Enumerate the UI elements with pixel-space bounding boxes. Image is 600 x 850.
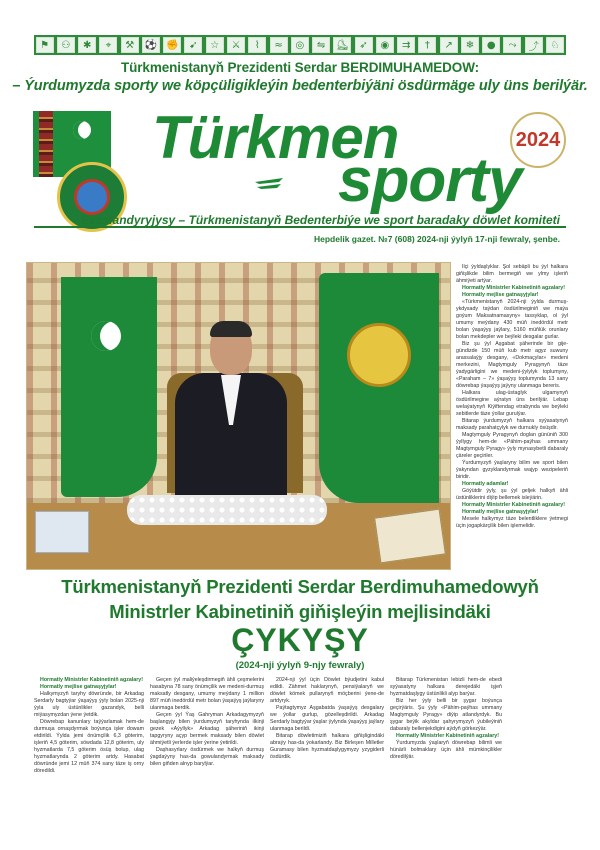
- paragraph: Biz her ýyly belli bir şygar boýunça geçirýäris. Şu ýyly «Pähim-paýhas ummany Magtymguly Pyragy» diýip atlandyrdyk. Bu şygar beýik akyldar şahyrymyzyň ýubileýiniň dabaraly bellenjekdigini aýdyň görkezýär.: [390, 698, 502, 732]
- article-column-3: [270, 677, 384, 842]
- skiing-icon: ❄: [461, 37, 479, 53]
- emblem-seal-icon: [347, 323, 411, 387]
- relay-icon: ⇉: [397, 37, 415, 53]
- article-column-1: [34, 677, 144, 842]
- fencing-icon: †: [418, 37, 436, 53]
- president-quote: – Ýurdumyzda sporty we köpçüligikleýin bedenterbiýäni ösdürmäge uly üns berilýär.: [12, 78, 588, 94]
- hair: [210, 321, 252, 337]
- paragraph: Daşhasyrlary ösdürmek we halkyň durmuş ýagdaýyny has-da gowulandyrmak maksady bilen giňden alnyp barylýar.: [150, 747, 264, 767]
- paragraph: Ilçi ýyldaşlyklar. Şol sebäpli bu ýyl halkara giňişlikde bilim bermegiň we ylmy işleriň ähmiýeti artýar.: [456, 264, 568, 284]
- column-heading: Hormatly Ministrler Kabinetiniň agzalary!: [396, 733, 500, 739]
- long-jump-icon: ⤳: [503, 37, 521, 53]
- column-heading: Hormatly Ministrler Kabinetiniň agzalary!: [462, 285, 566, 291]
- judo-icon: ⚔: [227, 37, 245, 53]
- basketball-icon: ●: [482, 37, 500, 53]
- column-heading: Hormatly mejlise gatnaşyjylar!: [40, 684, 117, 690]
- paragraph: Ýurdumyzyň ýaşlaryny bilim we sport bilen ýakyndan gyzyklandyrmak wajyp wezipeleriň biridir.: [456, 460, 568, 480]
- swoosh-logo-icon: [253, 176, 287, 194]
- paragraph: Halkara ulag-üstaglyk ulgamynyň ösdürilmegine aýratyn üns berilýär. Lebap welaýatynyň Kiýiftendag etrabynda we beýleki sebitlerde täze ýollar gurulýar.: [456, 390, 568, 417]
- paragraph: Mesele halkymyz täze belentliklere ýetmegi üçin jogapkärçilik bilen işlemelidir.: [456, 516, 568, 529]
- emblem-center: [74, 179, 110, 215]
- dateline: (2024-nji ýylyň 9-njy fewraly): [235, 660, 365, 671]
- paragraph: Bitarap Türkmenistan lebizli hem-de ebedi syýasatyny halkara derejedäki işjeň hyzmatdaşlygy üstünlikli alyp barýar.: [390, 677, 502, 697]
- paragraph: «Türkmenistanyň 2024-nji ýylda durmuş-ykdysady taýdan ösdürilmeginiň we maýa goýum Maksatnamasyny» tassyklap, ol ýyl umumy meýdany 430 müň inedördül metr bolan ýaşaýyş jaýlary, 5160 müňlük orunlary bolan mekdepler we beýleki desgalar gurlar.: [456, 299, 568, 340]
- shooting-icon: ⌖: [99, 37, 117, 53]
- paragraph: Halkymyzyň taryhy döwründe, bir Arkadag Serdarly bagtyýar ýaşaýyş ýyly bolan 2025-nji ýyla uly üstünlikler gazandyk, belli miýasymyzdan ýene ýetdik.: [34, 691, 144, 718]
- newspaper-subtitle: sporty: [338, 146, 522, 215]
- column-heading: Hormatly mejlise gatnaşyjylar!: [462, 509, 539, 515]
- anniversary-badge: 2024: [510, 112, 566, 168]
- paragraph: Döwrebap kanunlary taýýarlamak hem-de durmuşa ornaşdyrmak boýunça işler dowam etdirildi. Ýylda jemi önümçilik 6,3 göterim, işleriň 4,5 göterim, söwdada 12,8 göterim, uly hyzmatlarda 7,5 göterim ösüş bolup, ulag hyzmatlarynda 2 göterim artdy. Hasabat döwründe jemi 12 müň 374 sany täze iş orny döredildi.: [34, 719, 144, 774]
- crescent-icon: [91, 321, 121, 351]
- desk-tablet: [374, 509, 446, 564]
- volleyball-icon: ◉: [376, 37, 394, 53]
- carpet-band: [39, 111, 53, 177]
- president-quote-title: Türkmenistanyň Prezidenti Serdar BERDIMUHAMEDOW:: [120, 60, 479, 75]
- skating-icon: ⛸: [333, 37, 351, 53]
- cycling-icon: ⚇: [57, 37, 75, 53]
- state-flag-left: [61, 277, 157, 497]
- wrestling-icon: ✱: [78, 37, 96, 53]
- flower-arrangement: [127, 495, 327, 525]
- paragraph: Biz şu ýyl Aşgabat şäherinde bir gije-gündizde 150 müň kub metr agyz suwuny arassalaýjy desgany, «Dokmaçylar» medeni merkezini, Magtymguly Pyragynyň täze ýadygärligini we medeni-ýylylyk toplumyny, «Paraham – 7» ýaşaýyş toplumynda 13 sany döwrebap ýaşaýyş jaýyny ulanmaga bereris.: [456, 341, 568, 389]
- paragraph: Geçen ýyl Ýaş Gahryman Arkadagymyzyň başlangyjy bilen ýurdumyzyň taryhynda ilkinji gezek «Aýyllyk» Arkadag şäheriniň ikinji tapgyryny açyp bermek maksady bilen döwlet ähmiýetli ýerlerde işler ýerine ýetirildi.: [150, 712, 264, 746]
- headline-main: ÇYKYŞY: [231, 622, 369, 658]
- hurdles-icon: ⌇: [248, 37, 266, 53]
- high-jump-icon: ⤴: [525, 37, 543, 53]
- running-icon: ➹: [184, 37, 202, 53]
- paragraph: Göýütdir ýyly, şu ýyl geljek halkyň ähli üstünliklerini diýip bellemek isleýärin.: [456, 488, 568, 501]
- athletics-icon: ⚑: [36, 37, 54, 53]
- paragraph: Paýtagtymyz Aşgabatda ýaşaýyş desgalary we ýollar gurlup, gözelleşdirildi. Arkadag Serdarly bagtyýar ýaşlar ýylynda ýaşaýyş jaýlary ulanmaga berildi.: [270, 705, 384, 732]
- state-flag-right: [319, 273, 439, 503]
- article-column-right: [456, 264, 568, 842]
- weightlifting-icon: ⚒: [121, 37, 139, 53]
- paragraph: 2024-nji ýyl üçin Döwlet býudjetini kabul edildi. Zähmet haklarynyň, pensiýalaryň we döwlet kömek pullarynyň möçberini ýene-de artdyryk.: [270, 677, 384, 704]
- football-icon: ⚽: [142, 37, 160, 53]
- column-heading: Hormatly Ministrler Kabinetiniň agzalary!: [462, 502, 566, 508]
- archery-icon: ➶: [355, 37, 373, 53]
- tennis-icon: ◎: [291, 37, 309, 53]
- crescent-icon: [73, 121, 91, 139]
- headline-line-1: Türkmenistanyň Prezidenti Serdar Berdimuhamedowyň: [61, 576, 539, 597]
- column-heading: Hormatly adamlar!: [462, 481, 509, 487]
- gymnastics-icon: ☆: [206, 37, 224, 53]
- newspaper-title: Türkmen: [152, 104, 399, 171]
- issue-info: Hepdelik gazet. №7 (608) 2024-nji ýylyň 17-nji fewraly, şenbe.: [314, 234, 560, 244]
- javelin-icon: ↗: [440, 37, 458, 53]
- sport-icon-strip: [34, 35, 566, 55]
- column-heading: Hormatly Ministrler Kabinetiniň agzalary!: [40, 677, 144, 683]
- column-heading: Hormatly mejlise gatnaşyjylar!: [462, 292, 539, 298]
- equestrian-icon: ♘: [546, 37, 564, 53]
- swimming-icon: ≈: [270, 37, 288, 53]
- headline-line-2: Ministrler Kabinetiniň giňişleýin mejlisindäki: [109, 601, 491, 622]
- paragraph: Bitarap ýurdumyzyň halkara syýasatynyň maksady parahatçylyk we durnukly ösüşdir.: [456, 418, 568, 431]
- article-column-2: [150, 677, 264, 842]
- paragraph: Magtymguly Pyragynyň doglan gününiň 300 ýyllygy hem-de «Pähim-paýhas ummany Magtymguly Pyragy» ýyly mynasybetli dabaraly çäreler geçiriler.: [456, 432, 568, 459]
- publisher-line: Esaslandyryjysy – Türkmenistanyň Bedenterbiýe we sport baradaky döwlet komiteti: [81, 213, 560, 227]
- document-stack: [35, 511, 89, 553]
- paragraph: Ýurdumyzda ýaşlaryň döwrebap bilimli we hünärli bolmaklary üçin ähli mümkinçilikler döredilýär.: [390, 740, 502, 760]
- boxing-icon: ✊: [163, 37, 181, 53]
- president-photo: [26, 262, 451, 570]
- paragraph: Bitarap döwletimiziň halkara giňişligindäki abraýy has-da ýokarlandy. Biz Birleşen Milletler Guramasy bilen hyzmatdaşlygymyzy yzygiderli ösdürdik.: [270, 733, 384, 760]
- rowing-icon: ⇋: [312, 37, 330, 53]
- paragraph: Geçen ýyl maliýeleşdirmegiň ähli çeşmelerini hasabyna 78 sany önümçilik we medeni-durmuş maksatly desgany, umumy meýdany 1 million 897 müň inedördül metr bolan ýaşaýyş jaýlaryny ulanmaga berdik.: [150, 677, 264, 711]
